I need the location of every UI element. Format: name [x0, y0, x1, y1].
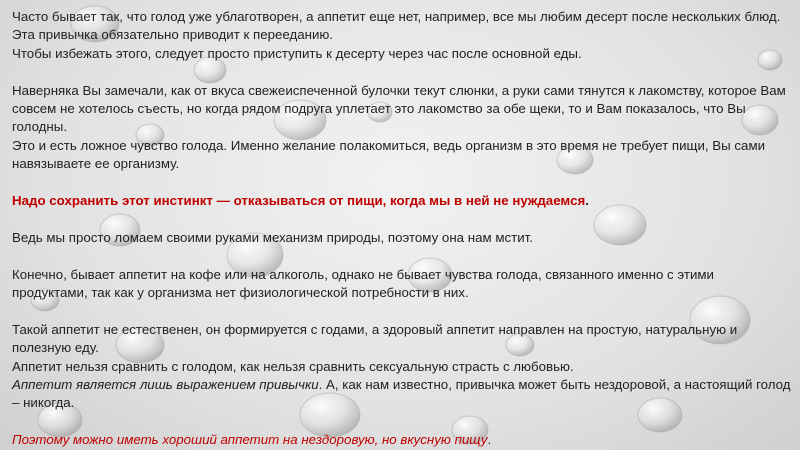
spacer — [12, 247, 792, 265]
paragraph-coffee-alcohol: Конечно, бывает аппетит на кофе или на алкоголь, однако не бывает чувства голода, связанного именно с этими продуктами, так как у организма нет физиологической потребности в них. — [12, 266, 714, 301]
conclusion-text: Поэтому можно иметь хороший аппетит на нездоровую, но вкусную пищу — [12, 432, 488, 448]
paragraph-bun: Наверняка Вы замечали, как от вкуса свежеиспеченной булочки текут слюнки, а руки сами тянутся к лакомству, которое Вам совсем не хотелось съесть, но когда рядом подруга уплетает это лакомство за обе щеки, то и Вам показалось, что Вы голодны. — [12, 82, 786, 135]
spacer — [12, 63, 792, 81]
instinct-end: . — [585, 193, 589, 209]
instinct-text: Надо сохранить этот инстинкт — отказываться от пищи, когда мы в ней не нуждаемся — [12, 193, 586, 209]
habit-italic: Аппетит является лишь выражением привычки — [12, 377, 319, 393]
paragraph-dessert-advice: Чтобы избежать этого, следует просто приступить к десерту через час после основной еды. — [12, 45, 582, 61]
conclusion-end: . — [487, 432, 492, 448]
spacer — [12, 302, 792, 320]
paragraph-nature: Ведь мы просто ломаем своими руками механизм природы, поэтому она нам мстит. — [12, 229, 533, 245]
paragraph-dessert: Часто бывает так, что голод уже ублаготворен, а аппетит еще нет, например, все мы любим десерт после нескольких блюд. Эта привычка обязательно приводит к перееданию. — [12, 9, 781, 43]
slide-text — [12, 8, 792, 450]
paragraph-habit — [12, 376, 792, 413]
habit-rest: . А, как нам известно, привычка может быть нездоровой, а настоящий голод – никогда. — [12, 377, 791, 411]
paragraph-instinct — [12, 192, 792, 210]
paragraph-appetite-years: Такой аппетит не естественен, он формируется с годами, а здоровый аппетит направлен на простую, натуральную и полезную еду. — [12, 321, 738, 356]
spacer — [12, 174, 792, 192]
spacer — [12, 413, 792, 431]
paragraph-false-hunger: Это и есть ложное чувство голода. Именно желание полакомиться, ведь организм в это время не требует пищи, Вы сами навязываете ее организму. — [12, 137, 766, 172]
spacer — [12, 210, 792, 228]
paragraph-appetite-love: Аппетит нельзя сравнить с голодом, как нельзя сравнить сексуальную страсть с любовью. — [12, 358, 574, 374]
paragraph-conclusion — [12, 431, 792, 449]
